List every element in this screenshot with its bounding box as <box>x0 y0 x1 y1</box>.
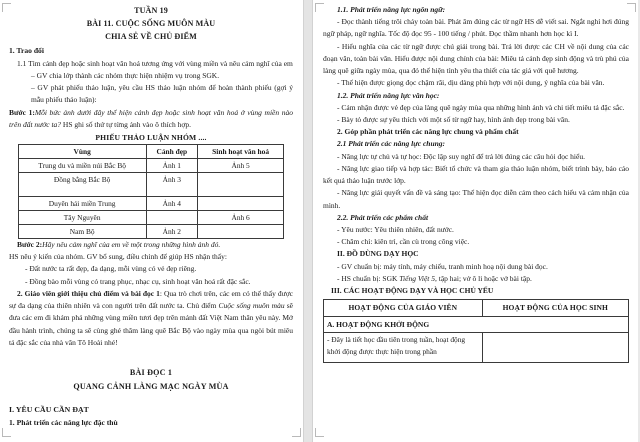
cell-vung: Đồng bằng Bắc Bộ <box>18 173 146 197</box>
table-row <box>18 211 284 225</box>
cell-vung: Trung du và miền núi Bắc Bộ <box>18 159 146 173</box>
document-page-right <box>313 0 638 442</box>
phieu-thao-luan-table <box>18 144 285 239</box>
buoc-1-label: Bước 1: <box>9 107 35 117</box>
buoc-2-paragraph <box>9 239 293 251</box>
cell-sinh-hoat <box>197 173 284 197</box>
buoc-1-rest: HS ghi số thứ tự từng ảnh vào ô thích hợp. <box>61 119 191 129</box>
heading-iii-hoat-dong: III. CÁC HOẠT ĐỘNG DẠY VÀ HỌC CHỦ YẾU <box>331 286 494 296</box>
buoc-2-label: Bước 2: <box>17 240 43 250</box>
table-row <box>18 173 284 197</box>
section-1-label: 1. Trao đổi <box>9 46 44 56</box>
table-row <box>18 225 284 239</box>
after-bullet-2: - Đồng bào mỗi vùng có trang phục, nhạc cụ, sinh hoạt văn hoá rất đặc sắc. <box>25 276 251 286</box>
buoc-1-italic: Mỗi bức ảnh dưới đây thể hiện cảnh đẹp hoặc sinh hoạt văn hoá ở vùng miền nào trên đất nước ta? <box>9 107 293 129</box>
heading-1-1-ngon-ngu: 1.1. Phát triển năng lực ngôn ngữ: <box>337 5 446 14</box>
col-header-giao-vien: HOẠT ĐỘNG CỦA GIÁO VIÊN <box>324 300 483 317</box>
table-row <box>18 197 284 211</box>
para-1-1-b: - Hiểu nghĩa của các từ ngữ được chú giải trong bài. Trả lời được các CH về nội dung của các đoạn văn, toàn bài văn. Hiểu được nội dung chính của bài: Miêu tả cảnh đẹp sinh động và trù phú của làng quê giữa ngày mùa, qua đó thể hiện tình yêu tha thiết của tác giả với quê hương. <box>323 41 629 76</box>
cell-vung: Tây Nguyên <box>18 211 146 225</box>
heading-1-2-van-hoc: 1.2. Phát triển năng lực văn học: <box>337 90 440 100</box>
heading-topic: CHIA SẺ VỀ CHỦ ĐIỂM <box>105 32 197 42</box>
table-header-row <box>18 145 284 159</box>
section-2-label: 2. Giáo viên giới thiệu chủ điểm và bài đọc 1 <box>17 288 160 298</box>
crop-mark-bottom-right <box>292 428 301 437</box>
heading-lesson: BÀI 11. CUỘC SỐNG MUÔN MÀU <box>86 19 216 29</box>
heading-yeu-cau-can-dat: I. YÊU CẦU CẦN ĐẠT <box>9 405 89 415</box>
cell-vung: Nam Bộ <box>18 225 146 239</box>
heading-2-1: 2.1 Phát triển các năng lực chung: <box>337 139 446 149</box>
section-2-body-a: : Qua trò chơi trên, các em có thể thấy được sự đa dạng của thiên nhiên và con người trên đất nước ta. Chủ điểm <box>9 288 293 311</box>
section-2-body-b: sẽ đưa các em đi khám phá những vùng miền tươi đẹp trên mảnh đất Việt Nam thân yêu này. Mở đầu hành trình, chúng ta sẽ cùng ghé thăm làng quê Bắc Bộ vào ngày mùa qua ngòi bút miêu tả đặc sắc của nhà văn Tô Hoài nhé! <box>9 301 293 347</box>
heading-2-nang-luc-chung: 2. Góp phần phát triển các năng lực chung và phẩm chất <box>337 127 519 137</box>
para-ii-b-pre: - HS chuẩn bị: SGK <box>337 273 400 283</box>
table-row <box>324 333 629 363</box>
cell-hoc-sinh-body <box>482 333 628 363</box>
para-ii-a: - GV chuẩn bị: máy tính, máy chiếu, tranh minh hoạ nội dung bài đọc. <box>337 261 548 271</box>
col-header-sinh-hoat: Sinh hoạt văn hoá <box>197 145 284 159</box>
cell-canh-dep: Ảnh 4 <box>146 197 197 211</box>
table-row <box>18 159 284 173</box>
section-2-italic-title: Cuộc sống muôn màu <box>218 301 285 311</box>
bai-doc-number: BÀI ĐỌC 1 <box>129 367 173 377</box>
table-header-row <box>324 300 629 317</box>
section-2-paragraph <box>9 288 293 349</box>
para-1-1-a: - Đọc thành tiếng trôi chảy toàn bài. Phát âm đúng các từ ngữ HS dễ viết sai. Ngắt nghỉ hơi đúng ngữ pháp, ngữ nghĩa. Tốc độ đọc 95 - 100 tiếng / phút. Đọc thầm nhanh hơn học kì I. <box>323 17 629 39</box>
para-1-2-a: - Cảm nhận được vẻ đẹp của làng quê ngày mùa qua những hình ảnh và chi tiết miêu tả đặc sắc. <box>337 102 625 112</box>
cell-sinh-hoat: Ảnh 5 <box>197 159 284 173</box>
cell-giao-vien-body: - Đây là tiết học đầu tiên trong tuần, hoạt động khởi động được thực hiện trong phần <box>324 333 483 363</box>
cell-vung: Duyên hải miền Trung <box>18 197 146 211</box>
para-2-2-b: - Chăm chỉ: kiên trì, cần cù trong công việc. <box>337 237 470 247</box>
item-1-1: 1.1 Tìm cảnh đẹp hoặc sinh hoạt văn hoá tương ứng với vùng miền và nêu cảm nghĩ của em <box>17 58 293 68</box>
after-bullet-1: - Đất nước ta rất đẹp, đa dạng, mỗi vùng có vẻ đẹp riêng. <box>25 264 197 274</box>
buoc-1-paragraph <box>9 107 293 131</box>
heading-ii-do-dung: II. ĐỒ DÙNG DẠY HỌC <box>337 249 419 259</box>
cell-sinh-hoat: Ảnh 6 <box>197 211 284 225</box>
cell-sinh-hoat <box>197 197 284 211</box>
yeu-cau-item-1: 1. Phát triển các năng lực đặc thù <box>9 417 118 427</box>
table-row <box>324 317 629 333</box>
para-2-1-b: - Năng lực giao tiếp và hợp tác: Biết tổ chức và tham gia thảo luận nhóm, biết trình bày, báo cáo kết quả thảo luận trước lớp. <box>323 163 629 186</box>
para-2-2-a: - Yêu nước: Yêu thiên nhiên, đất nước. <box>337 224 454 234</box>
col-header-vung: Vùng <box>18 145 146 159</box>
bullet-gv-chia-lop: – GV chia lớp thành các nhóm thực hiện nhiệm vụ trong SGK. <box>31 70 220 80</box>
hoat-dong-table <box>323 299 629 363</box>
col-header-hoc-sinh: HOẠT ĐỘNG CỦA HỌC SINH <box>482 300 628 317</box>
para-1-1-c: - Thể hiện được giọng đọc chậm rãi, dịu dàng phù hợp với nội dung, ý nghĩa của bài văn. <box>337 78 605 88</box>
cell-sinh-hoat <box>197 225 284 239</box>
phieu-thao-luan-title: PHIẾU THẢO LUẬN NHÓM .... <box>95 133 207 143</box>
cell-canh-dep: Ảnh 3 <box>146 173 197 197</box>
para-ii-b-post: , tập hai; vở ô li hoặc vở bài tập. <box>435 273 532 283</box>
bai-doc-title: QUANG CẢNH LÀNG MẠC NGÀY MÙA <box>73 382 229 392</box>
para-1-2-b: - Bày tỏ được sự yêu thích với một số từ ngữ hay, hình ảnh đẹp trong bài văn. <box>337 114 570 124</box>
heading-2-2-pham-chat: 2.2. Phát triển các phẩm chất <box>337 212 429 222</box>
bullet-gv-phat-phieu: – GV phát phiếu thảo luận, yêu cầu HS thảo luận nhóm để hoàn thành phiếu (gợi ý mẫu phiếu thảo luận): <box>31 83 293 105</box>
buoc-2-italic: Hãy nêu cảm nghĩ của em về một trong những hình ảnh đó. <box>42 240 221 250</box>
crop-mark-bottom-left <box>2 428 11 437</box>
col-header-canh-dep: Cảnh đẹp <box>146 145 197 159</box>
para-2-1-a: - Năng lực tự chủ và tự học: Độc lập suy nghĩ để trả lời đúng các câu hỏi đọc hiểu. <box>337 151 585 161</box>
cell-canh-dep: Ảnh 2 <box>146 225 197 239</box>
sgk-title-italic: Tiếng Việt 5 <box>399 273 435 283</box>
cell-canh-dep: Ảnh 1 <box>146 159 197 173</box>
crop-mark-bottom-left <box>315 428 324 437</box>
para-ii-b <box>323 273 629 285</box>
para-2-1-c: - Năng lực giải quyết vấn đề và sáng tạo: Thể hiện đọc diễn cảm theo cách hiểu và cảm nhận của mình. <box>323 188 629 210</box>
after-table-text: HS nêu ý kiến của nhóm. GV bổ sung, điều chỉnh để giúp HS nhận thấy: <box>9 252 227 262</box>
heading-week: TUẦN 19 <box>134 6 168 15</box>
cell-canh-dep <box>146 211 197 225</box>
page-divider <box>303 0 313 442</box>
document-page-left <box>0 0 303 442</box>
cell-section-khoi-dong: A. HOẠT ĐỘNG KHỞI ĐỘNG <box>324 317 629 333</box>
